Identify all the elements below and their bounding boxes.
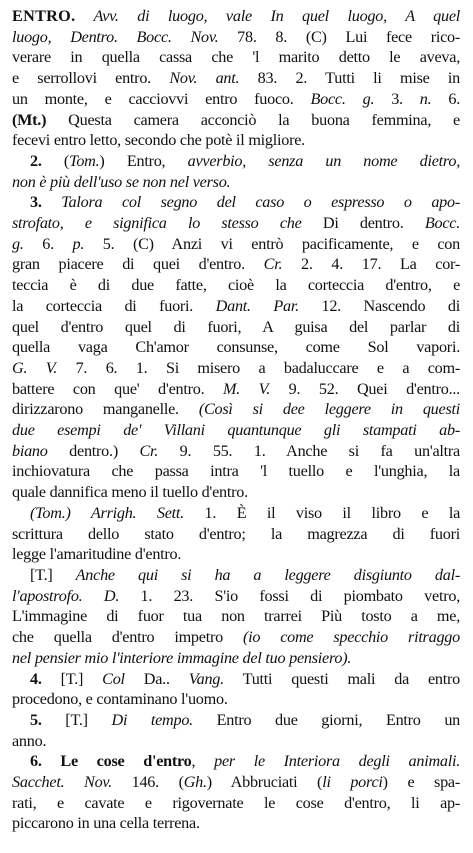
entry-line-3: verare in quella cassa che 'l marito detto le aveva,: [12, 48, 460, 67]
sense-6-line-3: rati, e cavate e rigovernate le cose d'entro, li ap-: [12, 793, 460, 812]
sense-2-line-1: 2. (Tom.) Entro, avverbio, senza un nome dietro,: [30, 151, 460, 170]
sense-3-line-7: quel d'entro quel di fuori, A guisa del parlar di: [12, 317, 460, 336]
entry-line-4: e serrollovi entro. Nov. ant. 83. 2. Tutti li mise in: [12, 69, 460, 88]
sense-5-line-1: 5. [T.] Di tempo. Entro due giorni, Entro un: [30, 710, 460, 729]
entry-line-2: luogo, Dentro. Bocc. Nov. 78. 8. (C) Lui fece rico-: [12, 27, 460, 46]
sense-3-line-11: dirizzarono manganelle. (Così si dee leggere in questi: [12, 400, 460, 419]
sense-4-line-1: 4. [T.] Col Da.. Vang. Tutti questi mali da entro: [30, 669, 460, 688]
sense-3-line-6: la corteccia di fuori. Dant. Par. 12. Nascendo di: [12, 296, 460, 315]
headword: ENTRO: [12, 7, 72, 25]
sense-4-line-2: procedono, e contaminano l'uomo.: [12, 690, 228, 709]
t-note-line-1: [T.] Anche qui si ha a leggere disgiunto dal-: [30, 565, 460, 584]
sense-number-6: 6.: [30, 752, 42, 771]
sense-3-line-4: gran piacere di quei d'entro. Cr. 2. 4. 17. La cor-: [12, 255, 460, 274]
sense-3-line-12: due esempi de' Villani quantunque gli stampati ab-: [12, 421, 460, 440]
sense-6-line-4: piccarono in una cella terrena.: [12, 814, 200, 833]
entry-line-7: fecevi entro letto, secondo che potè il migliore.: [12, 131, 305, 150]
entry-line-1: ENTRO. Avv. di luogo, vale In quel luogo, A quel: [12, 7, 460, 25]
sense-number-4: 4.: [30, 669, 42, 688]
entry-line-6: (Mt.) Questa camera acconciò la buona femmina, e: [12, 110, 460, 129]
tom-note-line-3: legge l'amaritudine d'entro.: [12, 545, 182, 564]
sense-5-line-2: anno.: [12, 731, 47, 750]
sense-3-line-8: quella vaga Ch'amor consunse, come Sol vapori.: [12, 338, 460, 357]
t-note-line-2: l'apostrofo. D. 1. 23. S'io fossi di piombato vetro,: [12, 586, 460, 605]
sense-3-line-2: strofato, e significa lo stesso che Di dentro. Bocc.: [12, 214, 460, 233]
t-note-line-4: che quella d'entro impetro (io come specchio ritraggo: [12, 628, 460, 647]
sense-3-line-9: G. V. 7. 6. 1. Si misero a badaluccare e a com-: [12, 358, 460, 377]
t-note-line-3: L'immagine di fuor tua non trarrei Più tosto a me,: [12, 607, 460, 626]
entry-line-5: un monte, e cacciovvi entro fuoco. Bocc. g. 3. n. 6.: [12, 89, 460, 108]
sense-6-line-1: 6. Le cose d'entro, per le Interiora degli animali.: [30, 752, 460, 771]
sense-number-2: 2.: [30, 151, 42, 170]
sense-3-line-10: battere con que' d'entro. M. V. 9. 52. Quei d'entro...: [12, 379, 460, 398]
sense-2-line-2: non è più dell'uso se non nel verso.: [12, 172, 231, 191]
sense-number-5: 5.: [30, 710, 42, 729]
t-note-line-5: nel pensier mio l'interiore immagine del tuo pensiero).: [12, 648, 352, 667]
sense-3-line-1: 3. Talora col segno del caso o espresso o apo-: [30, 193, 460, 212]
tom-note-line-2: scrittura dello stato d'entro; la magrezza di fuori: [12, 524, 460, 543]
sense-3-line-3: g. 6. p. 5. (C) Anzi vi entrò pacificamente, e con: [12, 234, 460, 253]
sense-number-3: 3.: [30, 193, 42, 212]
sense-3-line-15: quale dannifica meno il tuello d'entro.: [12, 483, 248, 502]
sense-6-line-2: Sacchet. Nov. 146. (Gh.) Abbruciati (li porci) e spa-: [12, 773, 460, 792]
tom-note-line-1: (Tom.) Arrigh. Sett. 1. È il viso il libro e la: [30, 503, 460, 522]
sense-3-line-5: teccia è di due fatte, cioè la corteccia d'entro, e: [12, 276, 460, 295]
sense-3-line-14: inchiovatura che passa intra 'l tuello e l'unghia, la: [12, 462, 460, 481]
sense-3-line-13: biano dentro.) Cr. 9. 55. 1. Anche si fa un'altra: [12, 441, 460, 460]
